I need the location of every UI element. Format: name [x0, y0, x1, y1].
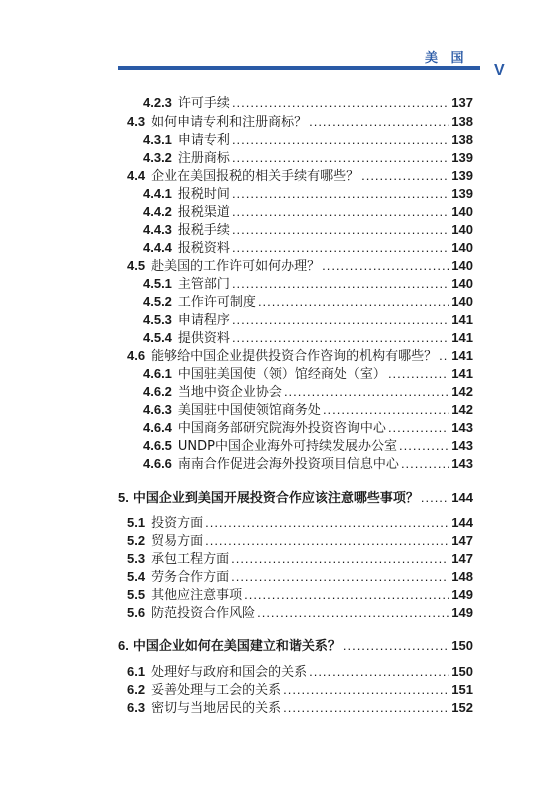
- toc-entry[interactable]: 4.6 能够给中国企业提供投资合作咨询的机构有哪些？ ..... 141: [127, 348, 473, 365]
- toc-entry[interactable]: 4.4.2 报税渠道 ..... 140: [143, 204, 473, 221]
- toc-entry[interactable]: 5.4 劳务合作方面 ..... 148: [127, 569, 473, 586]
- header-rule: [118, 66, 480, 70]
- toc-entry[interactable]: 6.1 处理好与政府和国会的关系 ..... 150: [127, 664, 473, 681]
- toc-entry[interactable]: 4.2.3 许可手续 ..... 137: [143, 95, 473, 112]
- toc-chapter[interactable]: 5. 中国企业到美国开展投资合作应该注意哪些事项？ ..... 144: [118, 490, 473, 507]
- toc-entry[interactable]: 4.4.4 报税资料 ..... 140: [143, 240, 473, 257]
- toc-entry[interactable]: 4.5.2 工作许可制度 ..... 140: [143, 294, 473, 311]
- toc-entry[interactable]: 4.4.1 报税时间 ..... 139: [143, 186, 473, 203]
- toc-entry[interactable]: 4.3 如何申请专利和注册商标？ ..... 138: [127, 114, 473, 131]
- toc-entry[interactable]: 4.6.6 南南合作促进会海外投资项目信息中心 ..... 143: [143, 456, 473, 473]
- toc-entry[interactable]: 4.6.4 中国商务部研究院海外投资咨询中心 ..... 143: [143, 420, 473, 437]
- page-number: V: [494, 62, 505, 79]
- toc-entry[interactable]: 4.6.1 中国驻美国使（领）馆经商处（室） ..... 141: [143, 366, 473, 383]
- toc-entry[interactable]: 5.2 贸易方面 ..... 147: [127, 533, 473, 550]
- toc-entry[interactable]: 5.6 防范投资合作风险 ..... 149: [127, 605, 473, 622]
- toc-entry[interactable]: 4.4.3 报税手续 ..... 140: [143, 222, 473, 239]
- toc-entry[interactable]: 4.3.2 注册商标 ..... 139: [143, 150, 473, 167]
- running-header-country: 美 国: [425, 51, 468, 66]
- toc-entry[interactable]: 4.5.4 提供资料 ..... 141: [143, 330, 473, 347]
- toc-entry[interactable]: 4.6.3 美国驻中国使领馆商务处 ..... 142: [143, 402, 473, 419]
- toc-entry[interactable]: 4.5.1 主管部门 ..... 140: [143, 276, 473, 293]
- toc-entry[interactable]: 5.1 投资方面 ..... 144: [127, 515, 473, 532]
- toc-entry[interactable]: 4.4 企业在美国报税的相关手续有哪些？ ..... 139: [127, 168, 473, 185]
- toc-entry[interactable]: 4.5 赴美国的工作许可如何办理？ ..... 140: [127, 258, 473, 275]
- toc-entry[interactable]: 4.3.1 申请专利 ..... 138: [143, 132, 473, 149]
- toc-entry[interactable]: 4.6.2 当地中资企业协会 ..... 142: [143, 384, 473, 401]
- toc-chapter[interactable]: 6. 中国企业如何在美国建立和谐关系？ ..... 150: [118, 638, 473, 655]
- toc-entry[interactable]: 6.2 妥善处理与工会的关系 ..... 151: [127, 682, 473, 699]
- toc-entry[interactable]: 4.5.3 申请程序 ..... 141: [143, 312, 473, 329]
- toc-entry[interactable]: 5.3 承包工程方面 ..... 147: [127, 551, 473, 568]
- toc-entry[interactable]: 4.6.5 UNDP中国企业海外可持续发展办公室 ..... 143: [143, 438, 473, 455]
- toc-entry[interactable]: 6.3 密切与当地居民的关系 ..... 152: [127, 700, 473, 717]
- toc-entry[interactable]: 5.5 其他应注意事项 ..... 149: [127, 587, 473, 604]
